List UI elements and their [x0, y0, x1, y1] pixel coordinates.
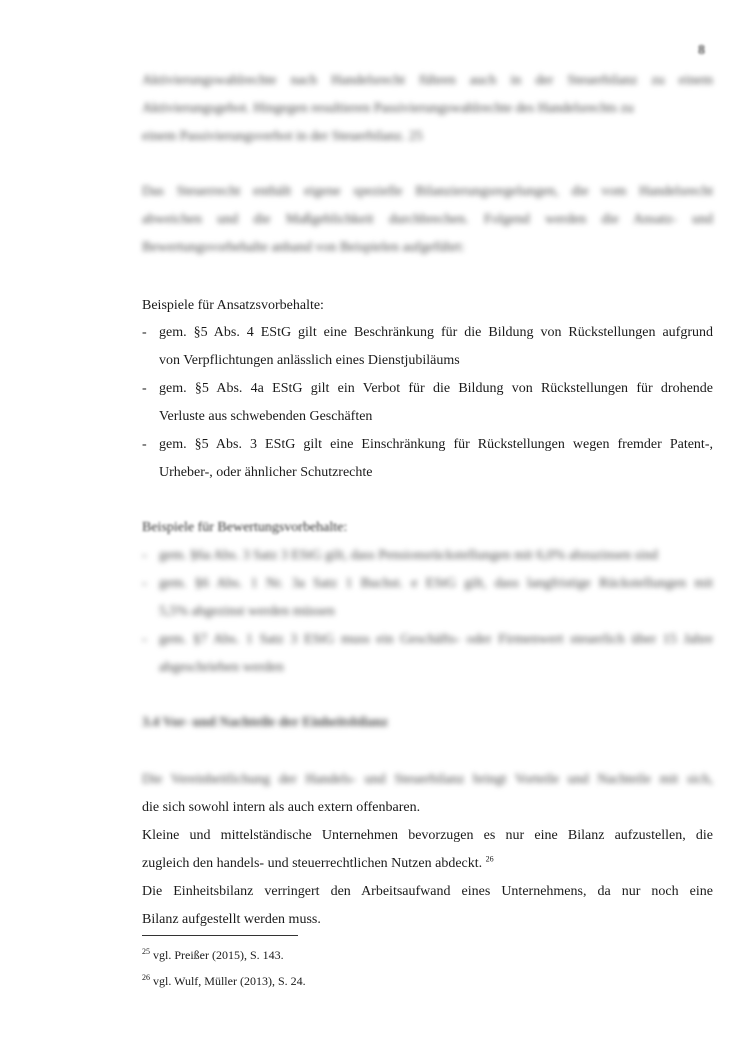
list-item [142, 570, 713, 626]
paragraph-3 [142, 822, 713, 878]
text-line: Verluste aus schwebenden Geschäften [159, 409, 373, 424]
text-line: gem. §7 Abs. 1 Satz 3 EStG muss ein Geschäfts- oder Firmenwert steuerlich über 15 Jahre [159, 632, 713, 647]
text-line: Die Einheitsbilanz verringert den Arbeitsaufwand eines Unternehmens, da nur noch eine [142, 884, 713, 899]
bullet-dash-icon: - [142, 548, 147, 563]
list-item [142, 319, 713, 375]
ansatz-heading-text: Beispiele für Ansatzsvorbehalte: [142, 298, 324, 313]
text-line: gem. §5 Abs. 3 EStG gilt eine Einschränkung für Rückstellungen wegen fremder Patent-, [159, 437, 713, 452]
text-line: abgeschrieben werden [159, 660, 284, 675]
list-item [142, 626, 713, 682]
footnote-number: 25 [142, 947, 150, 956]
footnote-25 [142, 947, 284, 963]
text-line-body: zugleich den handels- und steuerrechtlichen Nutzen abdeckt. [142, 856, 483, 871]
bullet-dash-icon: - [142, 576, 147, 591]
text-line: abweichen und die Maßgeblichkeit durchbrechen. Folgend werden die Ansatz- und [142, 212, 713, 227]
blurred-paragraph-2 [142, 178, 713, 262]
list-item [142, 542, 713, 570]
bewertung-list [142, 542, 713, 682]
section-heading [142, 709, 713, 737]
page-number: 8 [698, 43, 705, 58]
ansatz-heading [142, 292, 713, 320]
text-line: gem. §5 Abs. 4 EStG gilt eine Beschränkung für die Bildung von Rückstellungen aufgrund [159, 325, 713, 340]
text-line: Die Vereinheitlichung der Handels- und Steuerbilanz bringt Vorteile und Nachteile mit sich, [142, 772, 713, 787]
ansatz-list [142, 319, 713, 487]
text-line: gem. §5 Abs. 4a EStG gilt ein Verbot für die Bildung von Rückstellungen für drohende [159, 381, 713, 396]
footnote-text: vgl. Wulf, Müller (2013), S. 24. [153, 974, 306, 988]
bullet-dash-icon: - [142, 632, 147, 647]
text-line: Bewertungsvorbehalte anhand von Beispielen aufgeführt: [142, 240, 465, 255]
footnote-number: 26 [142, 973, 150, 982]
bewertung-heading [142, 514, 713, 542]
bewertung-heading-text: Beispiele für Bewertungsvorbehalte: [142, 520, 348, 535]
text-line [142, 850, 713, 878]
text-line: Kleine und mittelständische Unternehmen bevorzugen es nur eine Bilanz aufzustellen, die [142, 828, 713, 843]
text-line: einem Passivierungsverbot in der Steuerbilanz. 25 [142, 129, 423, 144]
text-line: Aktivierungswahlrechte nach Handelsrecht führen auch in der Steuerbilanz zu einem [142, 73, 713, 88]
text-line: Aktivierungsgebot. Hingegen resultieren Passivierungswahlrechte des Handelsrechts zu [142, 101, 634, 116]
text-line: die sich sowohl intern als auch extern offenbaren. [142, 800, 421, 815]
section-heading-text: 3.4 Vor- und Nachteile der Einheitsbilanz [142, 715, 388, 730]
footnote-text: vgl. Preißer (2015), S. 143. [153, 948, 284, 962]
blurred-paragraph-1 [142, 67, 713, 151]
footnote-divider [142, 935, 298, 936]
text-line: gem. §6a Abs. 3 Satz 3 EStG gilt, dass Pensionsrückstellungen mit 6,0% abzuzinsen sind [159, 548, 658, 563]
text-line: Das Steuerrecht enthält eigene spezielle Bilanzierungsregelungen, die vom Handelsrecht [142, 184, 713, 199]
footnote-26 [142, 973, 306, 989]
text-line: 5,5% abgezinst werden müssen [159, 604, 335, 619]
text-line: von Verpflichtungen anlässlich eines Dienstjubiläums [159, 353, 460, 368]
list-item [142, 375, 713, 431]
text-line: Urheber-, oder ähnlicher Schutzrechte [159, 465, 373, 480]
bullet-dash-icon: - [142, 325, 147, 340]
footnote-ref[interactable]: 26 [485, 854, 494, 864]
list-item [142, 431, 713, 487]
text-line: Bilanz aufgestellt werden muss. [142, 912, 321, 927]
paragraph-4 [142, 878, 713, 934]
intro-paragraph [142, 766, 713, 822]
bullet-dash-icon: - [142, 381, 147, 396]
bullet-dash-icon: - [142, 437, 147, 452]
text-line: gem. §6 Abs. 1 Nr. 3a Satz 1 Buchst. e EStG gilt, dass langfristige Rückstellungen mit [159, 576, 713, 591]
